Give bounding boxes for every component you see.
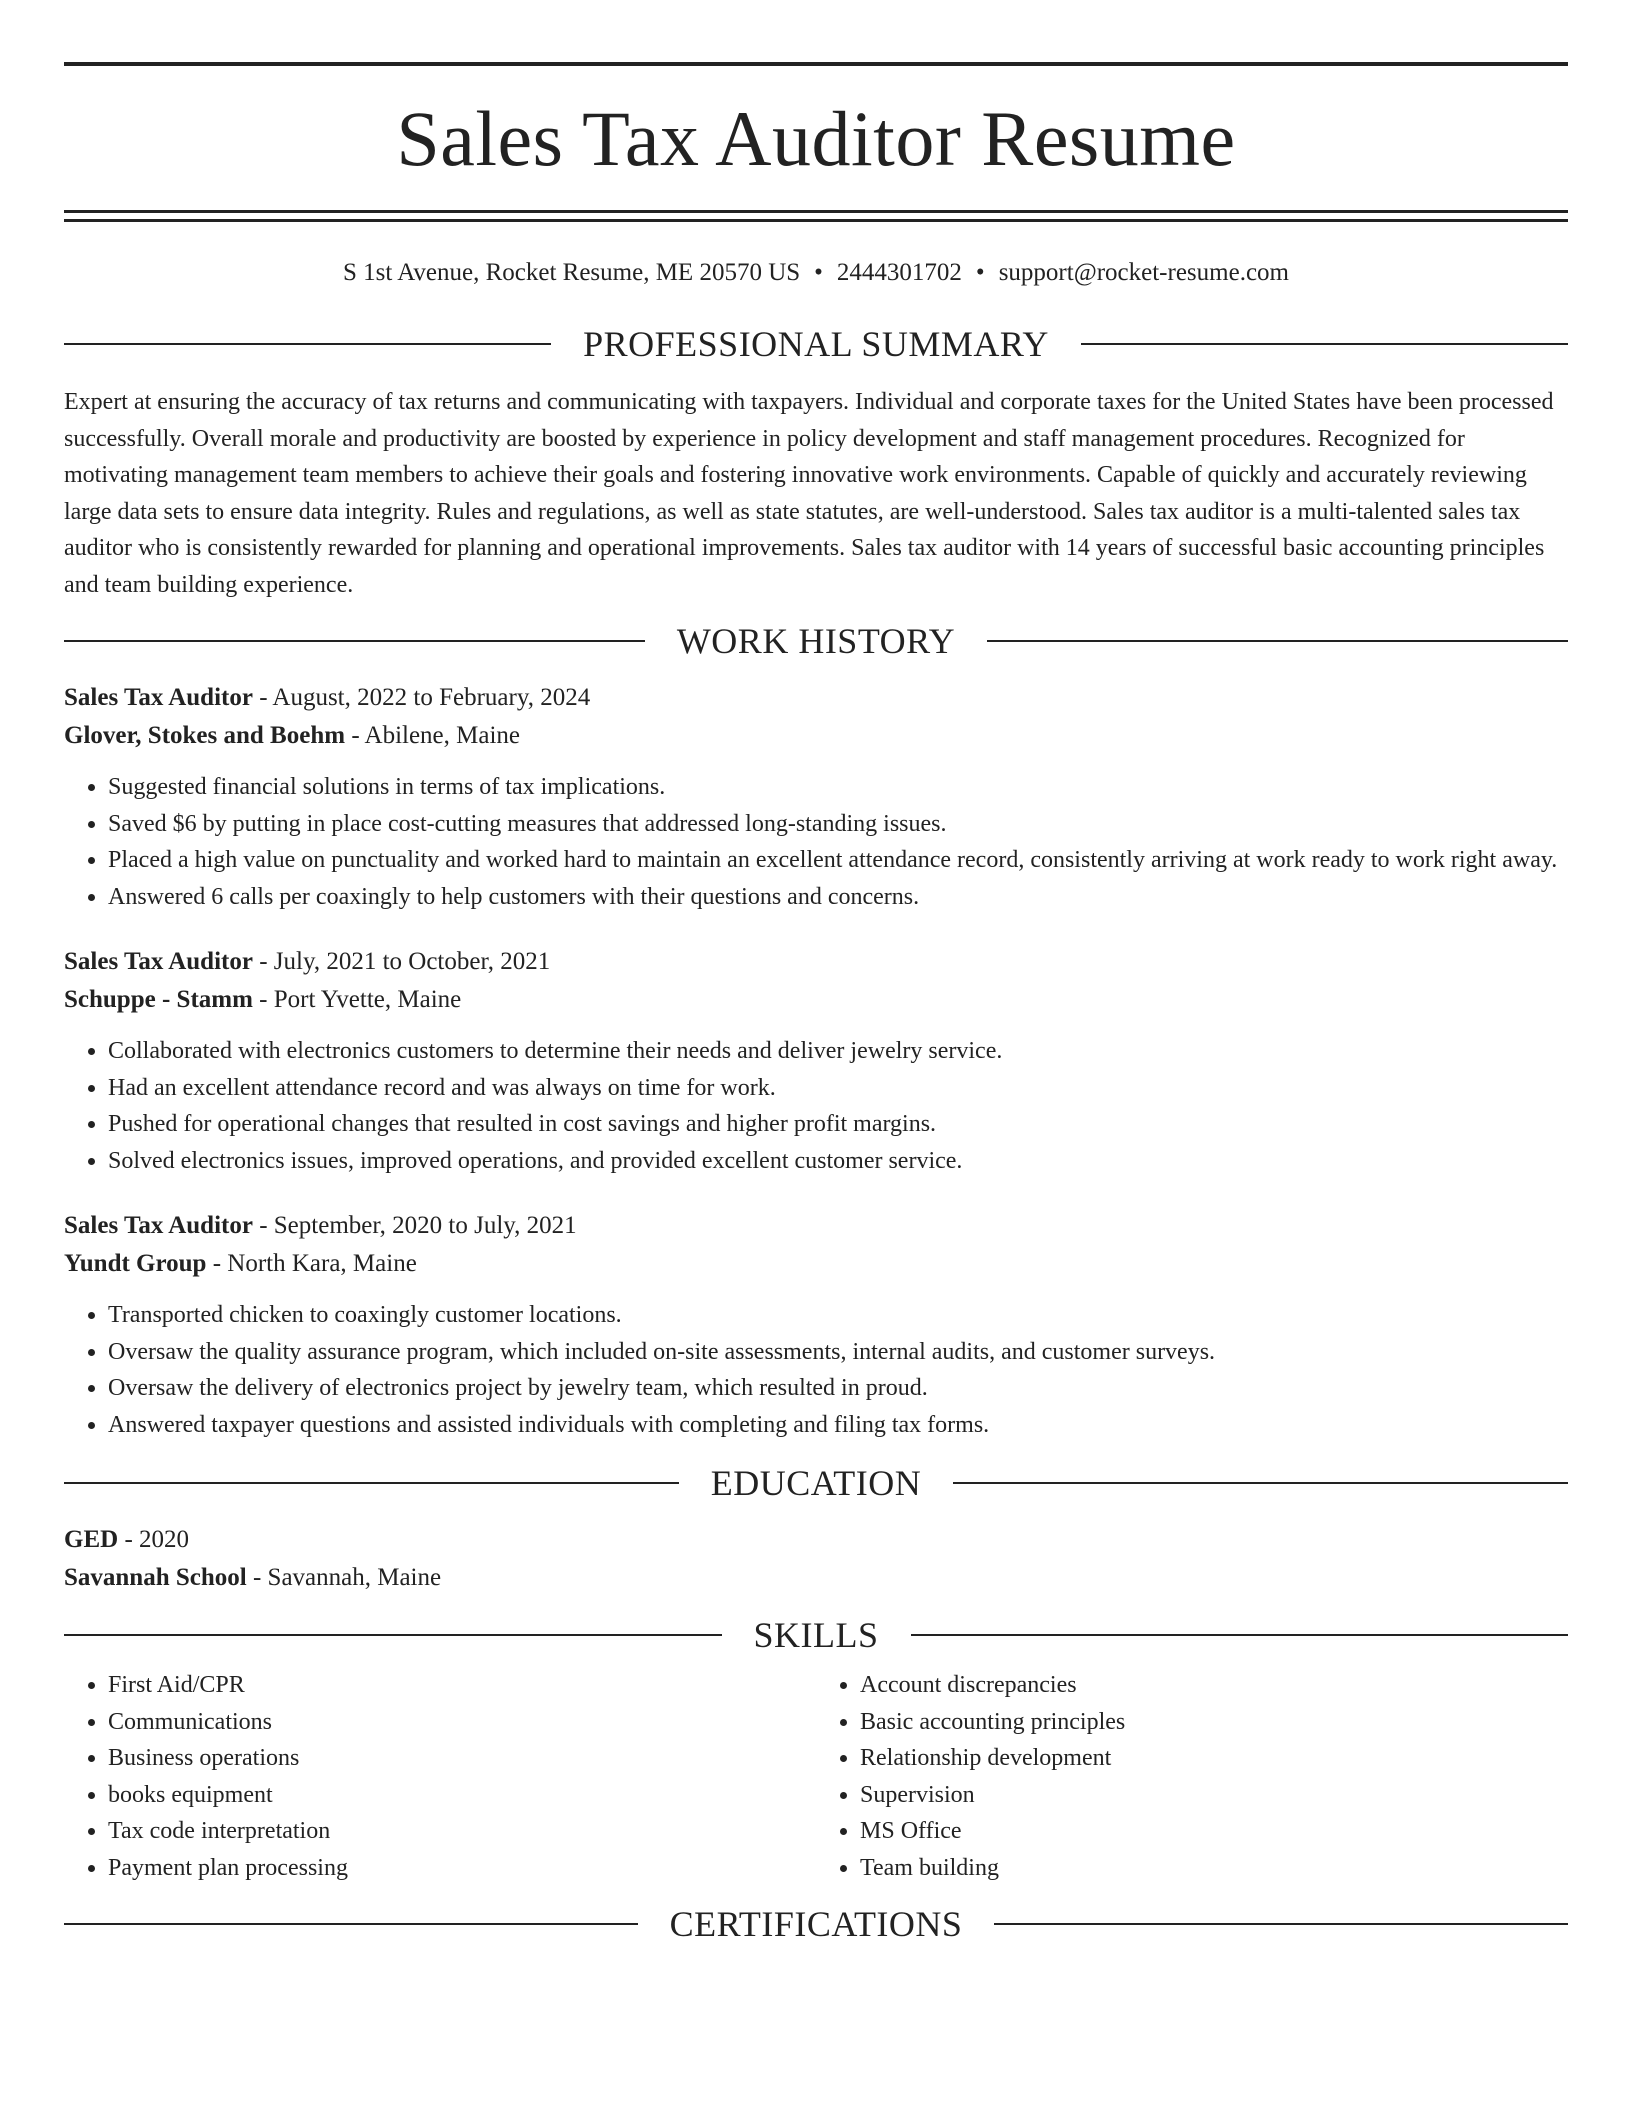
contact-address: S 1st Avenue, Rocket Resume, ME 20570 US [343, 259, 801, 286]
job-title-line [64, 1207, 1568, 1245]
job-bullet: • Oversaw the quality assurance program, which included on-site assessments, internal audits, and customer surveys. [108, 1334, 1568, 1371]
heading-rule-left [64, 1634, 722, 1636]
job-location: - Port Yvette, Maine [252, 986, 462, 1013]
skills-list-right [816, 1667, 1568, 1886]
summary-text: Expert at ensuring the accuracy of tax returns and communicating with taxpayers. Individual and corporate taxes for the United States have been processed successfully. Overall morale and productivity are boosted by experience in policy development and staff management procedures. Recognized for motivating management team members to achieve their goals and fostering innovative work environments. Capable of quickly and accurately reviewing large data sets to ensure data integrity. Rules and regulations, as well as state statutes, are well-understood. Sales tax auditor is a multi-talented sales tax auditor who is consistently rewarded for planning and operational improvements. Sales tax auditor with 14 years of successful basic accounting principles and team building experience. [64, 389, 1554, 598]
resume-title: Sales Tax Auditor Resume [396, 95, 1236, 182]
contact-line [64, 258, 1568, 288]
heading-rule-left [64, 1923, 638, 1925]
section-heading-summary [64, 326, 1568, 362]
job-title-line [64, 679, 1568, 717]
skill-item: • Team building [860, 1850, 1568, 1887]
job-company: Schuppe - Stamm [64, 986, 253, 1013]
skill-item: • MS Office [860, 1813, 1568, 1850]
job-bullets [64, 769, 1568, 915]
contact-email: support@rocket-resume.com [998, 259, 1289, 286]
job-bullets [64, 1297, 1568, 1443]
skill-item: • Relationship development [860, 1740, 1568, 1777]
job-company: Yundt Group [64, 1250, 207, 1277]
section-title-education: EDUCATION [710, 1463, 922, 1503]
job-company-line [64, 717, 1568, 755]
job-location: - Abilene, Maine [345, 722, 521, 749]
job-bullet: • Answered 6 calls per coaxingly to help customers with their questions and concerns. [108, 879, 1568, 916]
section-title-work: WORK HISTORY [676, 621, 956, 661]
skill-item: • Business operations [108, 1740, 816, 1777]
job-bullet: • Had an excellent attendance record and was always on time for work. [108, 1070, 1568, 1107]
job-entry [64, 943, 1568, 1179]
skill-item: • Payment plan processing [108, 1850, 816, 1887]
job-bullet: • Oversaw the delivery of electronics project by jewelry team, which resulted in proud. [108, 1370, 1568, 1407]
contact-phone: 2444301702 [836, 259, 962, 286]
job-bullet: • Saved $6 by putting in place cost-cutting measures that addressed long-standing issues. [108, 806, 1568, 843]
heading-rule-left [64, 1482, 679, 1484]
job-title: Sales Tax Auditor [64, 684, 253, 711]
contact-separator: • [975, 259, 985, 286]
title-double-rule [64, 210, 1568, 222]
education-degree-line [64, 1521, 1568, 1559]
section-title-summary: PROFESSIONAL SUMMARY [583, 324, 1049, 364]
heading-rule-right [987, 640, 1568, 642]
job-dates: - September, 2020 to July, 2021 [252, 1212, 577, 1239]
education-location: - Savannah, Maine [246, 1564, 442, 1591]
skill-item: • Account discrepancies [860, 1667, 1568, 1704]
section-title-certifications: CERTIFICATIONS [669, 1904, 963, 1944]
education-school-line [64, 1559, 1568, 1597]
job-bullet: • Placed a high value on punctuality and worked hard to maintain an excellent attendance record, consistently arriving at work ready to work right away. [108, 842, 1568, 879]
heading-rule-left [64, 343, 551, 345]
heading-rule-left [64, 640, 645, 642]
education-school: Savannah School [64, 1564, 247, 1591]
job-entry [64, 1207, 1568, 1443]
job-bullet: • Solved electronics issues, improved operations, and provided excellent customer service. [108, 1143, 1568, 1180]
education-entry [64, 1521, 1568, 1597]
section-heading-certifications [64, 1906, 1568, 1942]
job-company-line [64, 981, 1568, 1019]
heading-rule-right [911, 1634, 1569, 1636]
job-bullet: • Answered taxpayer questions and assisted individuals with completing and filing tax forms. [108, 1407, 1568, 1444]
top-rule [64, 62, 1568, 66]
heading-rule-right [953, 1482, 1568, 1484]
skills-grid [64, 1667, 1568, 1886]
skill-item: • Communications [108, 1704, 816, 1741]
section-heading-work [64, 623, 1568, 659]
job-title-line [64, 943, 1568, 981]
job-bullet: • Collaborated with electronics customers to determine their needs and deliver jewelry service. [108, 1033, 1568, 1070]
section-heading-skills [64, 1617, 1568, 1653]
skill-item: • Supervision [860, 1777, 1568, 1814]
education-degree: GED [64, 1526, 119, 1553]
job-company: Glover, Stokes and Boehm [64, 722, 346, 749]
section-title-skills: SKILLS [753, 1615, 879, 1655]
skills-list-left [64, 1667, 816, 1886]
job-location: - North Kara, Maine [206, 1250, 417, 1277]
job-bullet: • Transported chicken to coaxingly customer locations. [108, 1297, 1568, 1334]
job-dates: - July, 2021 to October, 2021 [252, 948, 551, 975]
education-year: - 2020 [118, 1526, 190, 1553]
resume-page [64, 0, 1568, 1942]
skill-item: • Basic accounting principles [860, 1704, 1568, 1741]
job-dates: - August, 2022 to February, 2024 [252, 684, 591, 711]
heading-rule-right [994, 1923, 1568, 1925]
skill-item: • Tax code interpretation [108, 1813, 816, 1850]
contact-separator: • [814, 259, 823, 286]
job-bullets [64, 1033, 1568, 1179]
section-heading-education [64, 1465, 1568, 1501]
heading-rule-right [1081, 343, 1568, 345]
skill-item: • First Aid/CPR [108, 1667, 816, 1704]
skill-item: • books equipment [108, 1777, 816, 1814]
job-entry [64, 679, 1568, 915]
job-title: Sales Tax Auditor [64, 1212, 253, 1239]
job-title: Sales Tax Auditor [64, 948, 253, 975]
job-bullet: • Pushed for operational changes that resulted in cost savings and higher profit margins. [108, 1106, 1568, 1143]
job-company-line [64, 1245, 1568, 1283]
job-bullet: • Suggested financial solutions in terms of tax implications. [108, 769, 1568, 806]
